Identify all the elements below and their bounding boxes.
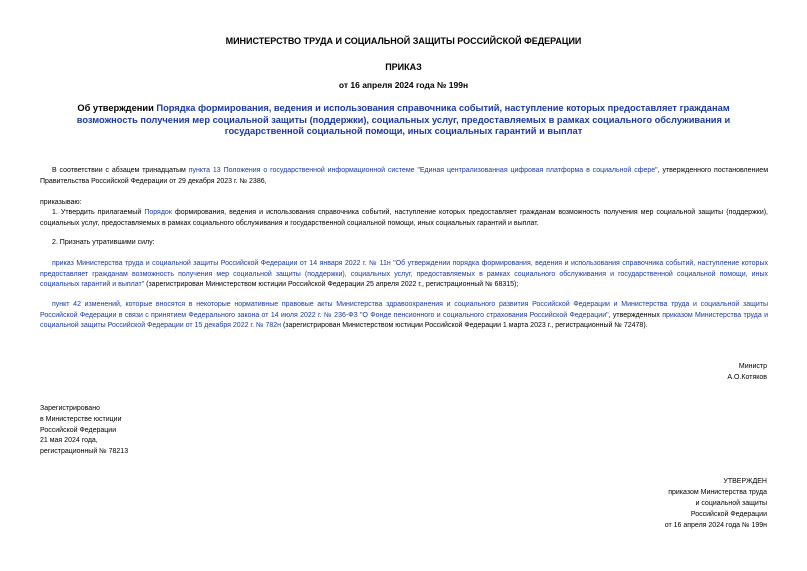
- signature-position: Министр: [738, 363, 767, 370]
- item-1-post: формирования, ведения и использования справочника событий, наступление которых предоставляет гражданам возможность получения мер социальной защиты (поддержки), социальных услуг, предоставляемых в рамках социального обслуживания и государственной социальной помощи, иных социальных гарантий и выплат.: [40, 209, 769, 227]
- repeal-2-link-order[interactable]: приказом Министерства труда и социальной защиты Российской Федерации от 15 декабря 2022 г. № 782н: [40, 311, 768, 330]
- preamble-link-regulation[interactable]: пункта 13 Положения о государственной информационной системе "Единая централизованная цифровая платформа в социальной сфере": [188, 167, 658, 174]
- repeal-2-post: (зарегистрирован Министерством юстиции Российской Федерации 1 марта 2023 г., регистрационный № 72478).: [281, 322, 648, 330]
- item-2-paragraph: [40, 238, 768, 249]
- registration-block: [40, 404, 128, 458]
- repeal-1-paragraph: [40, 259, 768, 291]
- order-date-number: от 16 апреля 2024 года № 199н: [338, 80, 469, 90]
- order-heading: ПРИКАЗ: [385, 62, 422, 72]
- approval-line-5: от 16 апреля 2024 года № 199н: [664, 522, 767, 529]
- orders-word: приказываю:: [40, 199, 82, 206]
- registration-line-4: 21 мая 2024 года,: [40, 437, 98, 445]
- title-link-procedure[interactable]: Порядка формирования, ведения и использования справочника событий, наступление которых предоставляет гражданам возможность получения мер социальной защиты (поддержки), социальных услуг, предоставляемых в рамках социального обслуживания и государственной социальной помощи, иных социальных гарантий и выплат: [76, 103, 731, 136]
- item-1-paragraph: [40, 208, 768, 229]
- approval-line-1: УТВЕРЖДЕН: [723, 478, 767, 485]
- registration-line-2: в Министерстве юстиции: [40, 415, 122, 423]
- item-1-pre: 1. Утвердить прилагаемый: [52, 209, 145, 216]
- registration-line-1: Зарегистрировано: [40, 405, 100, 412]
- document-title: [50, 103, 757, 138]
- item-1-link-procedure[interactable]: Порядок: [144, 209, 172, 216]
- approval-line-3: и социальной защиты: [695, 500, 767, 507]
- repeal-1-link-order[interactable]: приказ Министерства труда и социальной защиты Российской Федерации от 14 января 2022 г. № 11н "Об утверждении порядка формирования, ведения и использования справочника событий, наступление которых предоставляет гражданам возможность получения мер социальной защиты (поддержки), социальных услуг, предоставляемых в рамках социального обслуживания и государственной социальной помощи, иных социальных гарантий и выплат": [40, 260, 768, 289]
- preamble-pre: В соответствии с абзацем тринадцатым: [52, 167, 189, 174]
- ministry-heading: МИНИСТЕРСТВО ТРУДА И СОЦИАЛЬНОЙ ЗАЩИТЫ РОССИЙСКОЙ ФЕДЕРАЦИИ: [225, 36, 582, 46]
- signature-block: [727, 361, 767, 383]
- item-2-text: 2. Признать утратившими силу:: [52, 239, 155, 246]
- registration-line-5: регистрационный № 78213: [40, 448, 129, 456]
- title-prefix: Об утверждении: [77, 103, 157, 113]
- repeal-2-link-changes[interactable]: пункт 42 изменений, которые вносятся в некоторые нормативные правовые акты Министерства здравоохранения и социального развития Российской Федерации и Министерства труда и социальной защиты Российской Федерации в связи с принятием Федерального закона от 14 июля 2022 г. № 236-ФЗ "О Фонде пенсионного и социального страхования Российской Федерации": [40, 301, 768, 319]
- approval-line-4: Российской Федерации: [690, 511, 767, 518]
- approval-block: [665, 476, 767, 531]
- signature-name: А.О.Котяков: [727, 374, 767, 381]
- repeal-2-mid: , утвержденных: [608, 311, 663, 319]
- repeal-1-post: (зарегистрирован Министерством юстиции Российской Федерации 25 апреля 2022 г., регистрационный № 68315);: [144, 281, 519, 289]
- repeal-2-paragraph: [40, 300, 768, 332]
- registration-line-3: Российской Федерации: [40, 426, 117, 434]
- preamble-post: , утвержденного постановлением Правительства Российской Федерации от 29 декабря 2023 г. № 2386,: [40, 167, 769, 185]
- approval-line-2: приказом Министерства труда: [668, 489, 767, 496]
- preamble-paragraph: [40, 166, 768, 187]
